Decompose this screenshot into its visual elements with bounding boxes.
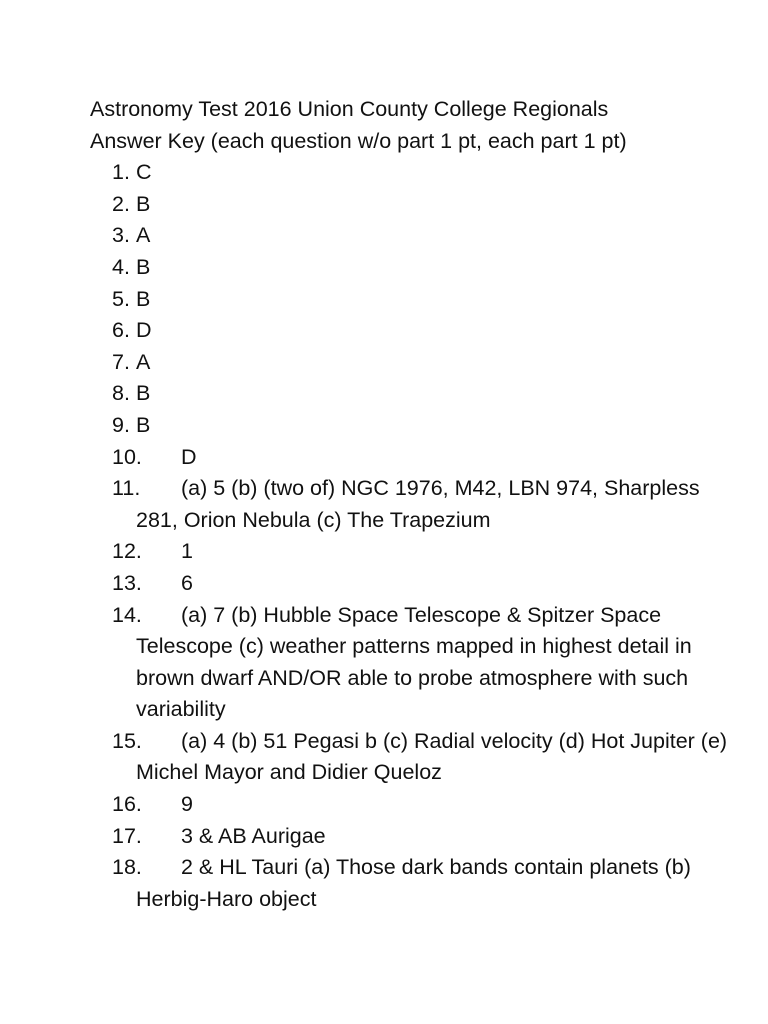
answer-number: 5. (112, 286, 130, 311)
answer-item (90, 852, 730, 915)
answer-text: (a) 4 (b) 51 Pegasi b (c) Radial velocity (d) Hot Jupiter (e) Michel Mayor and Didier Queloz (136, 728, 728, 785)
answer-item (90, 789, 730, 821)
answer-number: 2. (112, 191, 130, 216)
answer-item (90, 220, 730, 252)
answer-text: 2 & HL Tauri (a) Those dark bands contain planets (b) Herbig-Haro object (136, 855, 691, 911)
answer-item (90, 600, 730, 726)
answer-item (90, 347, 730, 379)
document-subtitle: Answer Key (each question w/o part 1 pt, each part 1 pt) (90, 128, 627, 153)
answer-item (90, 410, 730, 442)
document-title: Astronomy Test 2016 Union County College Regionals (90, 97, 609, 121)
answer-number: 17. (112, 823, 142, 848)
answer-text: A (136, 223, 151, 248)
answer-text: B (136, 381, 151, 406)
answer-number: 16. (112, 792, 142, 817)
answer-item (90, 536, 730, 568)
answer-number: 7. (112, 349, 130, 374)
answer-number: 9. (112, 412, 130, 437)
answer-text: 3 & AB Aurigae (181, 823, 326, 848)
answer-number: 15. (112, 728, 142, 753)
answer-number: 8. (112, 381, 130, 406)
answer-text: D (181, 444, 197, 469)
answer-text: (a) 7 (b) Hubble Space Telescope & Spitzer Space Telescope (c) weather patterns mapped in highest detail in brown dwarf AND/OR able to probe atmosphere with such variability (136, 602, 692, 722)
answer-list (90, 157, 730, 915)
answer-text: A (136, 349, 151, 374)
answer-number: 13. (112, 570, 142, 595)
answer-item (90, 726, 730, 789)
answer-text: 1 (181, 539, 193, 564)
answer-number: 3. (112, 223, 130, 248)
answer-item (90, 378, 730, 410)
answer-item (90, 252, 730, 284)
answer-text: B (136, 191, 151, 216)
answer-item (90, 821, 730, 853)
answer-item (90, 284, 730, 316)
answer-text: D (136, 318, 152, 343)
answer-item (90, 157, 730, 189)
answer-number: 4. (112, 254, 130, 279)
document-page (90, 94, 730, 915)
answer-text: (a) 5 (b) (two of) NGC 1976, M42, LBN 974, Sharpless 281, Orion Nebula (c) The Trapezium (136, 476, 700, 532)
answer-text: 6 (181, 570, 193, 595)
answer-number: 10. (112, 444, 142, 469)
answer-item (90, 189, 730, 221)
answer-item (90, 473, 730, 536)
answer-number: 12. (112, 539, 142, 564)
answer-text: B (136, 286, 151, 311)
answer-number: 6. (112, 318, 130, 343)
answer-number: 18. (112, 855, 142, 880)
answer-number: 11. (112, 476, 141, 501)
answer-text: B (136, 254, 151, 279)
answer-item (90, 568, 730, 600)
answer-text: B (136, 412, 151, 437)
answer-text: 9 (181, 792, 193, 817)
answer-text: C (136, 160, 152, 185)
answer-item (90, 315, 730, 347)
answer-number: 14. (112, 602, 142, 627)
answer-number: 1. (112, 160, 130, 185)
answer-item (90, 442, 730, 474)
